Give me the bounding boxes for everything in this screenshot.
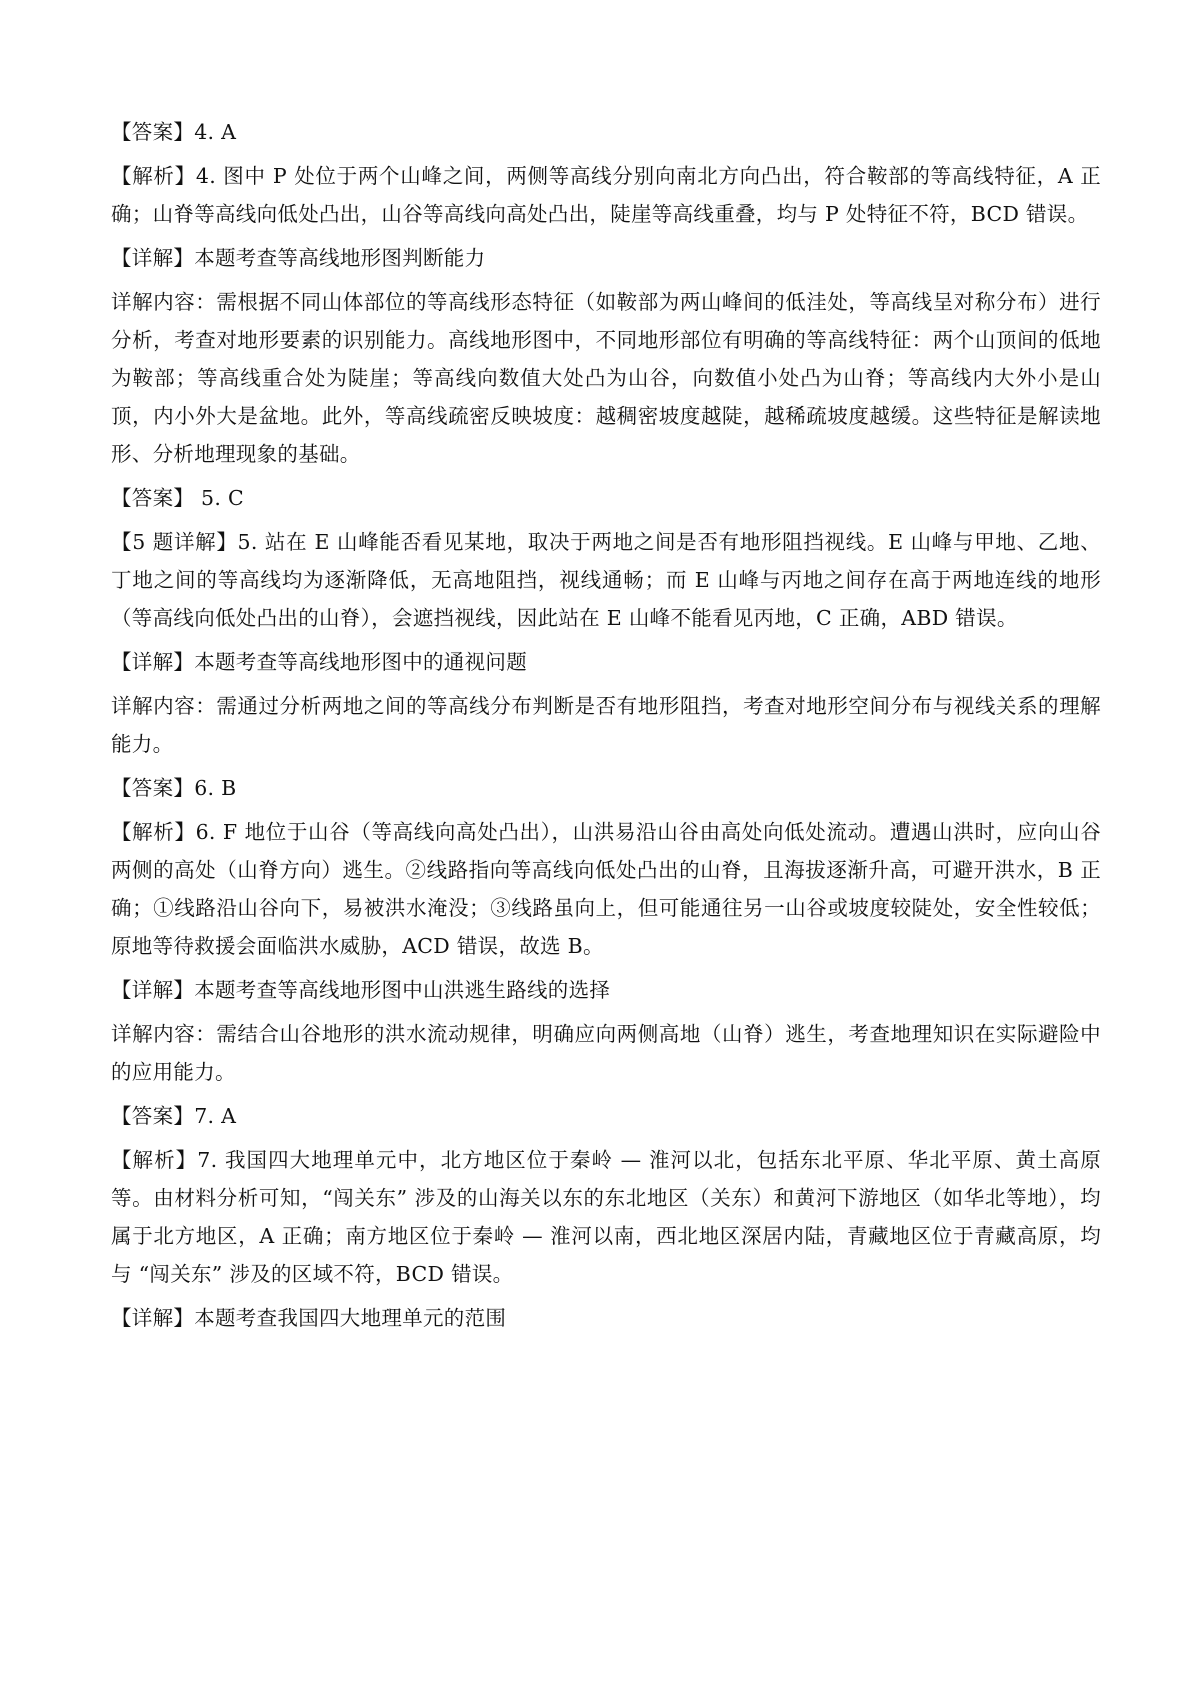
answer-5: 【答案】 5. C [111,486,244,510]
detail-heading-5: 【详解】本题考查等高线地形图中的通视问题 [111,650,527,674]
answer-6: 【答案】6. B [111,776,237,800]
analysis-6: 【解析】6. F 地位于山谷（等高线向高处凸出），山洪易沿山谷由高处向低处流动。遭遇山洪时，应向山谷两侧的高处（山脊方向）逃生。②线路指向等高线向低处凸出的山脊，且海拔逐渐升高，可避开洪水，B 正确；①线路沿山谷向下，易被洪水淹没；③线路虽向上，但可能通往另一山谷或坡度较陡处，安全性较低；原地等待救援会面临洪水威胁，ACD 错误，故选 B。 [111,820,1101,958]
detail-heading-6: 【详解】本题考查等高线地形图中山洪逃生路线的选择 [111,978,611,1002]
analysis-7: 【解析】7. 我国四大地理单元中，北方地区位于秦岭 — 淮河以北，包括东北平原、华北平原、黄土高原等。由材料分析可知，“闯关东” 涉及的山海关以东的东北地区（关东）和黄河下游地区（如华北等地），均属于北方地区，A 正确；南方地区位于秦岭 — 淮河以南，西北地区深居内陆，青藏地区位于青藏高原，均与 “闯关东” 涉及的区域不符，BCD 错误。 [111,1148,1101,1286]
analysis-4: 【解析】4. 图中 P 处位于两个山峰之间，两侧等高线分别向南北方向凸出，符合鞍部的等高线特征，A 正确；山脊等高线向低处凸出，山谷等高线向高处凸出，陡崖等高线重叠，均与 P 处特征不符，BCD 错误。 [111,164,1101,226]
answer-explanations [111,113,1101,1337]
detail-content-6: 详解内容：需结合山谷地形的洪水流动规律，明确应向两侧高地（山脊）逃生，考查地理知识在实际避险中的应用能力。 [111,1022,1101,1084]
detail-content-5: 详解内容：需通过分析两地之间的等高线分布判断是否有地形阻挡，考查对地形空间分布与视线关系的理解能力。 [111,694,1101,756]
analysis-5: 【5 题详解】5. 站在 E 山峰能否看见某地，取决于两地之间是否有地形阻挡视线。E 山峰与甲地、乙地、丁地之间的等高线均为逐渐降低，无高地阻挡，视线通畅；而 E 山峰与丙地之间存在高于两地连线的地形（等高线向低处凸出的山脊），会遮挡视线，因此站在 E 山峰不能看见丙地，C 正确，ABD 错误。 [111,530,1101,630]
detail-heading-7: 【详解】本题考查我国四大地理单元的范围 [111,1306,507,1330]
detail-content-4: 详解内容：需根据不同山体部位的等高线形态特征（如鞍部为两山峰间的低洼处，等高线呈对称分布）进行分析，考查对地形要素的识别能力。高线地形图中，不同地形部位有明确的等高线特征：两个山顶间的低地为鞍部；等高线重合处为陡崖；等高线向数值大处凸为山谷，向数值小处凸为山脊；等高线内大外小是山顶，内小外大是盆地。此外，等高线疏密反映坡度：越稠密坡度越陡，越稀疏坡度越缓。这些特征是解读地形、分析地理现象的基础。 [111,290,1101,466]
answer-4: 【答案】4. A [111,120,237,144]
answer-7: 【答案】7. A [111,1104,237,1128]
detail-heading-4: 【详解】本题考查等高线地形图判断能力 [111,246,486,270]
